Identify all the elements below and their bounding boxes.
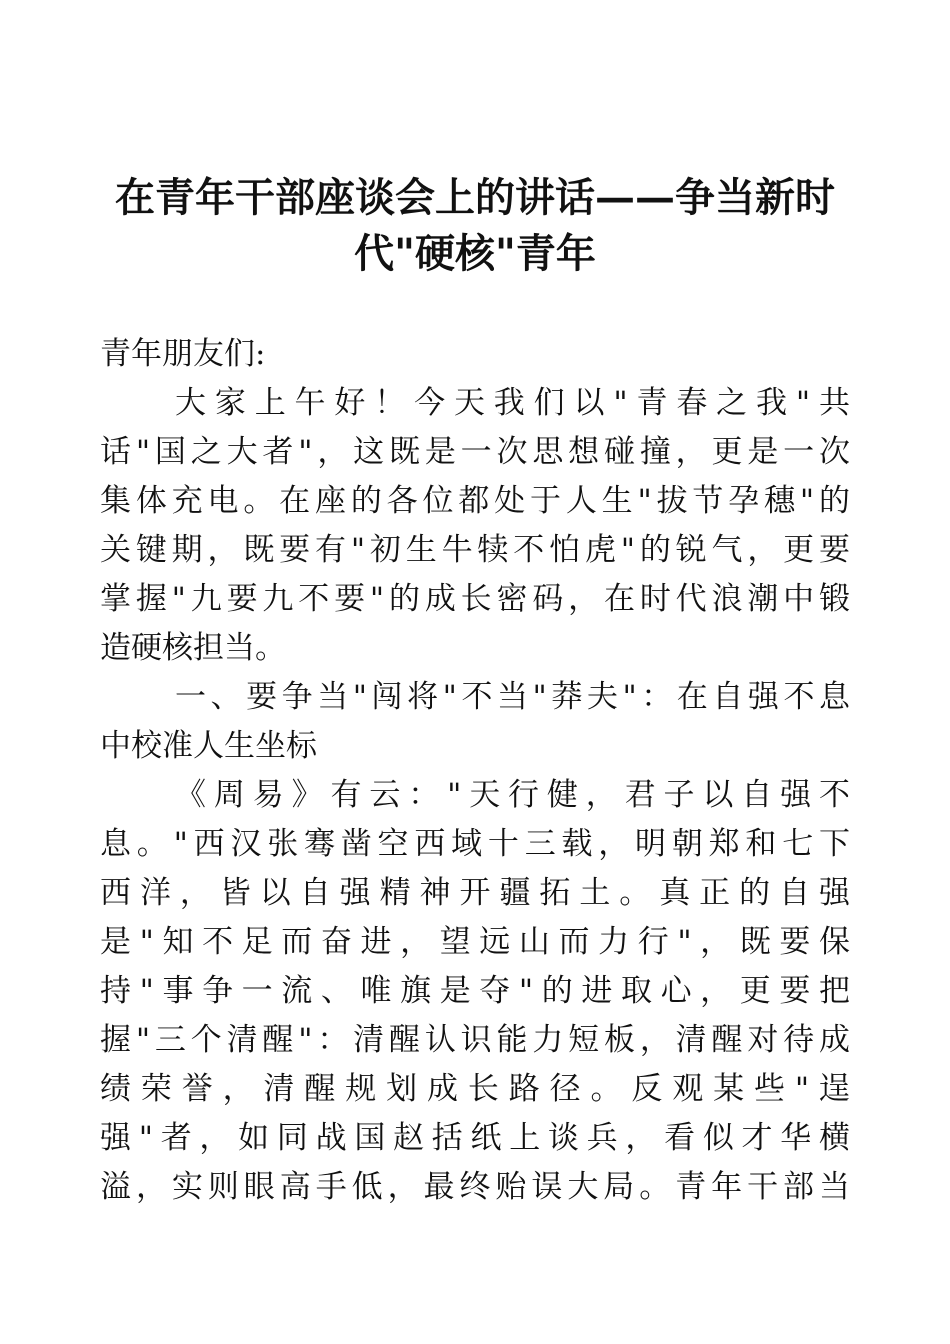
text-line: 一、要争当"闯将"不当"莽夫"：在自强不息 <box>175 679 850 715</box>
title-line-1: 在青年干部座谈会上的讲话——争当新时 <box>115 174 835 221</box>
text-line: 持"事争一流、唯旗是夺"的进取心，更要把 <box>100 973 850 1009</box>
text-line: 强"者，如同战国赵括纸上谈兵，看似才华横 <box>100 1120 850 1156</box>
text-line: 造硬核担当。 <box>100 630 286 666</box>
text-line: 中校准人生坐标 <box>100 728 317 764</box>
salutation: 青年朋友们: <box>100 336 266 372</box>
text-line: 掌握"九要九不要"的成长密码，在时代浪潮中锻 <box>100 581 850 617</box>
text-line: 绩荣誉，清醒规划成长路径。反观某些"逞 <box>100 1071 850 1107</box>
text-line: 西洋，皆以自强精神开疆拓土。真正的自强 <box>100 875 850 911</box>
text-line: 集体充电。在座的各位都处于人生"拔节孕穗"的 <box>100 483 850 519</box>
document-title <box>100 170 850 282</box>
text-line: 话"国之大者"，这既是一次思想碰撞，更是一次 <box>100 434 850 470</box>
text-line: 《周易》有云："天行健，君子以自强不 <box>175 777 850 813</box>
paragraph-greeting <box>100 379 850 673</box>
text-line: 息。"西汉张骞凿空西域十三载，明朝郑和七下 <box>100 826 850 862</box>
text-line: 关键期，既要有"初生牛犊不怕虎"的锐气，更要 <box>100 532 850 568</box>
text-line: 溢，实则眼高手低，最终贻误大局。青年干部当 <box>100 1169 850 1205</box>
text-line: 是"知不足而奋进，望远山而力行"，既要保 <box>100 924 850 960</box>
text-line: 大家上午好！今天我们以"青春之我"共 <box>175 385 850 421</box>
title-line-2: 代"硬核"青年 <box>354 230 596 277</box>
text-line: 握"三个清醒"：清醒认识能力短板，清醒对待成 <box>100 1022 850 1058</box>
paragraph-section-1 <box>100 771 850 1212</box>
section-heading-1 <box>100 673 850 771</box>
document-body <box>100 330 850 1212</box>
